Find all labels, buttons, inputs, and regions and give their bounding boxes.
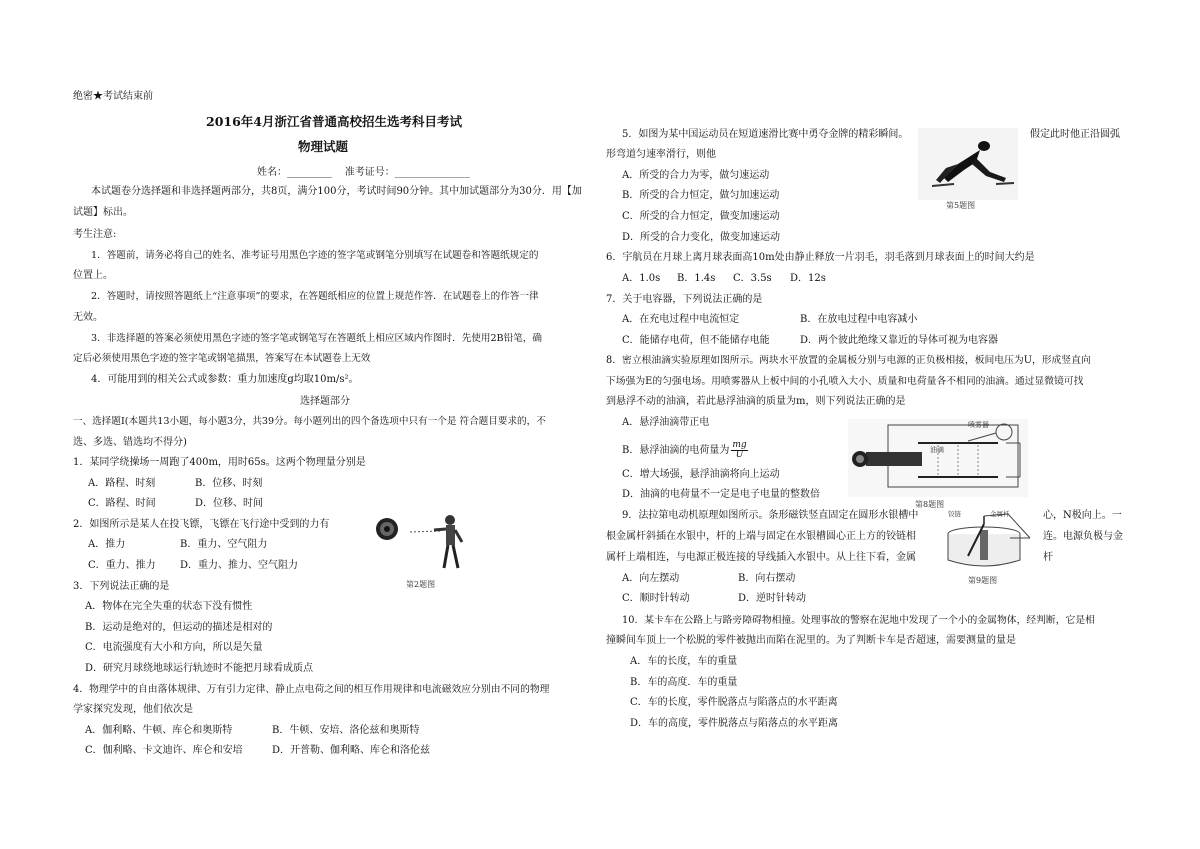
speed-skater-illustration	[918, 128, 1018, 200]
q5-option-d: D．所受的合力变化，做变加速运动	[622, 232, 781, 243]
q9-stem-3: 属杆上端相连，与电源正极连接的导线插入水银中。从上往下看，金属	[606, 552, 916, 563]
q8-stem-2: 下场强为E的匀强电场。用喷雾器从上板中间的小孔喷入大小、质量和电荷量各不相同的油滴。通过显微镜可找	[606, 376, 1084, 387]
q4-option-d: D．开普勒、伽利略、库仑和洛伦兹	[272, 745, 431, 756]
note-2a: 2．答题时，请按照答题纸上“注意事项”的要求，在答题纸相应的位置上规范作答．在试题卷上的作答一律	[91, 291, 539, 302]
q2-option-c: C．重力、推力	[88, 560, 156, 571]
q1-option-b: B．位移、时刻	[195, 478, 263, 489]
q2-caption: 第2题图	[406, 580, 436, 589]
q5-caption: 第5题图	[946, 201, 976, 210]
q6-option-d: D．12s	[790, 273, 826, 284]
q4-option-a: A．伽利略、牛顿、库仑和奥斯特	[85, 725, 233, 736]
q2-option-d: D．重力、推力、空气阻力	[180, 560, 299, 571]
q8-option-b	[622, 441, 748, 460]
note-3b: 定后必须使用黑色字迹的签字笔或钢笔描黑，答案写在本试题卷上无效	[73, 353, 371, 364]
q10-option-b: B．车的高度．车的重量	[630, 677, 738, 688]
section-1a: 一、选择题Ⅰ(本题共13小题，每小题3分，共39分。每小题列出的四个备选项中只有一个是 符合题目要求的，不	[73, 416, 546, 427]
q3-stem: 3．下列说法正确的是	[73, 581, 170, 592]
q5-option-b: B．所受的合力恒定，做匀加速运动	[622, 190, 780, 201]
q7-option-a: A．在充电过程中电流恒定	[622, 314, 740, 325]
q9-stem-3-end: 杆	[1043, 552, 1053, 563]
q8-droplet-label: 油滴	[930, 446, 944, 454]
q1-option-d: D．位移、时间	[195, 498, 264, 509]
q1-option-a: A．路程、时刻	[88, 478, 156, 489]
q9-option-b: B．向右摆动	[738, 573, 796, 584]
intro-line-1: 本试题卷分选择题和非选择题两部分，共8页，满分100分，考试时间90分钟。其中加试题部分为30分．用【加	[91, 186, 582, 197]
q6-option-a: A．1.0s	[622, 273, 661, 284]
note-1b: 位置上。	[73, 270, 113, 281]
intro-line-2: 试题】标出。	[73, 207, 133, 218]
q10-option-a: A．车的长度，车的重量	[630, 656, 738, 667]
id-label: 准考证号：	[344, 167, 395, 178]
q8-option-b-text: B．悬浮油滴的电荷量为	[622, 445, 730, 456]
subject-title: 物理试题	[298, 139, 349, 154]
dart-thrower-illustration	[370, 512, 480, 576]
q9-figure	[938, 510, 1036, 572]
q8-figure	[848, 419, 1028, 497]
q8-option-d: D．油滴的电荷量不一定是电子电量的整数倍	[622, 489, 821, 500]
q7-stem: 7．关于电容器，下列说法正确的是	[606, 294, 763, 305]
name-blank: _________	[287, 167, 332, 178]
secret-label: 绝密★考试结束前	[73, 91, 153, 102]
q8-stem-3: 到悬浮不动的油滴，若此悬浮油滴的质量为m，则下列说法正确的是	[606, 396, 906, 407]
q2-option-b: B．重力、空气阻力	[180, 539, 268, 550]
q9-option-a: A．向左摆动	[622, 573, 680, 584]
q9-option-c: C．顺时针转动	[622, 593, 690, 604]
part-heading: 选择题部分	[300, 396, 350, 407]
q4-stem-1: 4．物理学中的自由落体规律、万有引力定律、静止点电荷之间的相互作用规律和电流磁效应分别由不同的物理	[73, 684, 550, 695]
q1-option-c: C．路程、时间	[88, 498, 156, 509]
q3-option-c: C．电流强度有大小和方向，所以是矢量	[85, 642, 263, 653]
q10-stem-2: 撞瞬间车顶上一个松脱的零件被抛出而陷在泥里的。为了判断卡车是否超速，需要测量的量是	[606, 635, 1016, 646]
q7-option-b: B．在放电过程中电容减小	[800, 314, 918, 325]
q2-figure	[370, 512, 480, 576]
q9-stem-1-end: 心，N极向上。一	[1043, 510, 1122, 521]
q8-fraction-numerator: mg	[732, 440, 747, 450]
faraday-motor-illustration	[938, 510, 1036, 572]
q10-option-c: C．车的长度，零件脱落点与陷落点的水平距离	[630, 697, 838, 708]
q1-stem: 1．某同学绕操场一周跑了400m，用时65s。这两个物理量分别是	[73, 457, 366, 468]
q4-option-b: B．牛顿、安培、洛伦兹和奥斯特	[272, 725, 420, 736]
q10-stem-1: 10．某卡车在公路上与路旁障碍物相撞。处理事故的警察在泥地中发现了一个小的金属物体，经判断，它是相	[622, 615, 1095, 626]
q5-figure	[918, 128, 1018, 200]
q6-option-c: C．3.5s	[733, 273, 772, 284]
q5-stem-1: 5．如图为某中国运动员在短道速滑比赛中勇夺金牌的精彩瞬间。	[622, 129, 909, 140]
q5-stem-3: 形弯道匀速率滑行，则他	[606, 149, 716, 160]
note-2b: 无效。	[73, 312, 103, 323]
q9-stem-1: 9．法拉第电动机原理如图所示。条形磁铁竖直固定在圆形水银槽中	[622, 510, 919, 521]
q8-stem-1: 8．密立根油滴实验原理如图所示。两块水平放置的金属板分别与电源的正负极相接，板间电压为U，形成竖直向	[606, 355, 1091, 366]
q2-option-a: A．推力	[88, 539, 126, 550]
exam-title: 2016年4月浙江省普通高校招生选考科目考试	[206, 114, 462, 129]
q8-option-c: C．增大场强，悬浮油滴将向上运动	[622, 469, 780, 480]
q5-option-c: C．所受的合力恒定，做变加速运动	[622, 211, 780, 222]
notes-heading: 考生注意:	[73, 229, 117, 240]
q8-fraction	[731, 441, 747, 460]
q9-hinge-label: 铰链	[948, 510, 961, 518]
note-4: 4．可能用到的相关公式或参数：重力加速度g均取10m/s²。	[91, 374, 359, 385]
note-3a: 3．非选择题的答案必须使用黑色字迹的签字笔或钢笔写在答题纸上相应区域内作图时．先使用2B铅笔，确	[91, 333, 542, 344]
q9-option-d: D．逆时针转动	[738, 593, 807, 604]
q9-caption: 第9题图	[968, 576, 998, 585]
q5-option-a: A．所受的合力为零，做匀速运动	[622, 170, 770, 181]
name-row	[257, 167, 470, 180]
q8-option-a: A．悬浮油滴带正电	[622, 417, 710, 428]
q6-option-b: B．1.4s	[677, 273, 716, 284]
q4-stem-2: 学家探究发现，他们依次是	[73, 704, 193, 715]
q9-rod-label: 金属杆	[990, 510, 1010, 518]
q9-stem-2: 根金属杆斜插在水银中，杆的上端与固定在水银槽圆心正上方的铰链相	[606, 531, 916, 542]
name-label: 姓名：	[257, 167, 287, 178]
q7-option-d: D．两个彼此绝缘又靠近的导体可视为电容器	[800, 335, 999, 346]
q4-option-c: C．伽利略、卡文迪许、库仑和安培	[85, 745, 243, 756]
q2-stem: 2．如图所示是某人在投飞镖，飞镖在飞行途中受到的力有	[73, 519, 330, 530]
q3-option-a: A．物体在完全失重的状态下没有惯性	[85, 601, 253, 612]
note-1a: 1．答题前，请务必将自己的姓名、准考证号用黑色字迹的签字笔或钢笔分别填写在试题卷和答题纸规定的	[91, 250, 539, 261]
q5-stem-2: 假定此时他正沿圆弧	[1030, 129, 1120, 140]
q9-stem-2-end: 连。电源负极与金	[1043, 531, 1123, 542]
section-1b: 选、多选、错选均不得分)	[73, 437, 187, 448]
q6-stem: 6．宇航员在月球上离月球表面高10m处由静止释放一片羽毛，羽毛落到月球表面上的时间大约是	[606, 252, 1035, 263]
id-blank: _______________	[394, 167, 470, 178]
q10-option-d: D．车的高度，零件脱落点与陷落点的水平距离	[630, 718, 839, 729]
q3-option-d: D．研究月球绕地球运行轨迹时不能把月球看成质点	[85, 663, 314, 674]
q8-sprayer-label: 喷雾器	[968, 421, 989, 429]
q8-caption: 第8题图	[915, 500, 945, 509]
q3-option-b: B．运动是绝对的，但运动的描述是相对的	[85, 622, 273, 633]
millikan-apparatus-illustration	[848, 419, 1028, 497]
q8-fraction-denominator: U	[735, 450, 744, 460]
q7-option-c: C．能储存电荷，但不能储存电能	[622, 335, 770, 346]
